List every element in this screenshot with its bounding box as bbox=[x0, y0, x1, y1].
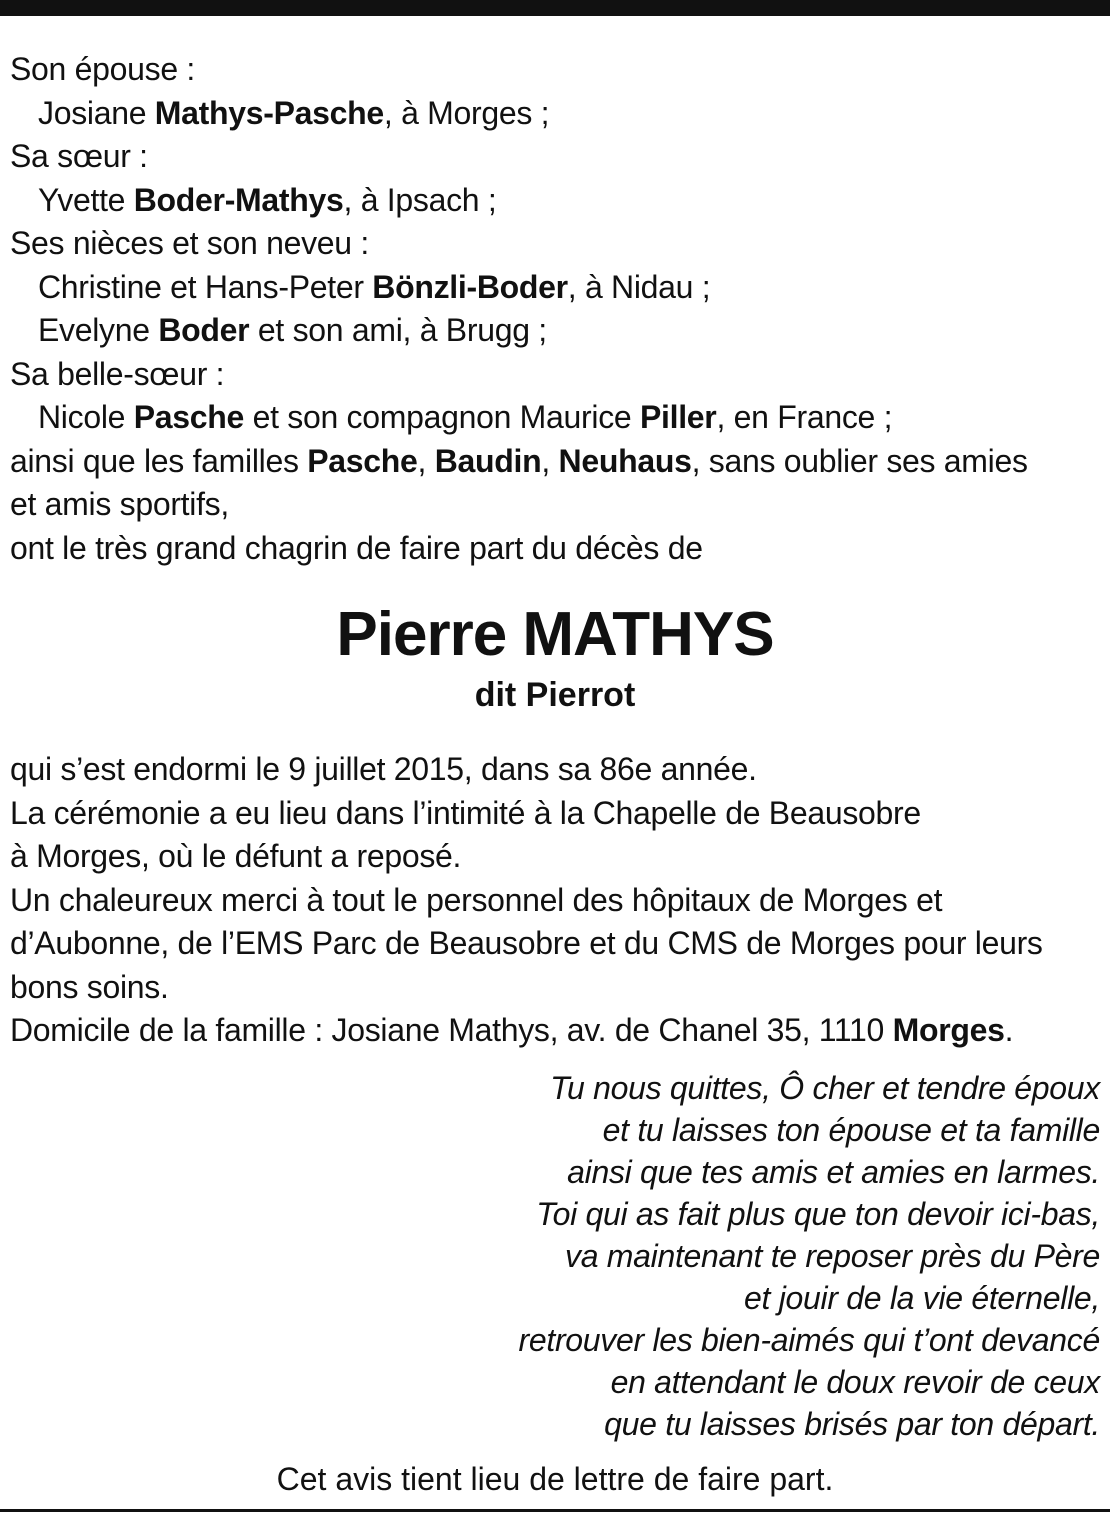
line-text: et son compagnon Maurice bbox=[244, 399, 640, 435]
family-line bbox=[10, 440, 1100, 484]
line-text: , bbox=[541, 442, 559, 479]
surname-text: Pasche bbox=[133, 399, 244, 435]
details-line bbox=[10, 792, 1100, 836]
line-text: Domicile de la famille : Josiane Mathys, av. de Chanel 35, 1110 bbox=[10, 1012, 893, 1048]
line-text: ainsi que les familles bbox=[10, 442, 308, 479]
line-text: Josiane bbox=[38, 94, 155, 131]
line-text: , à Ipsach ; bbox=[343, 181, 497, 218]
family-line bbox=[10, 309, 1100, 353]
family-line bbox=[10, 396, 1100, 440]
family-line bbox=[10, 48, 1100, 92]
line-text: Yvette bbox=[38, 181, 134, 218]
surname-text: Pasche bbox=[307, 442, 418, 479]
line-text: Un chaleureux merci à tout le personnel des hôpitaux de Morges et bbox=[10, 881, 943, 918]
obituary-notice bbox=[10, 48, 1100, 1445]
surname-text: Neuhaus bbox=[558, 442, 692, 479]
line-text: bons soins. bbox=[10, 968, 169, 1005]
surname-text: Piller bbox=[639, 399, 717, 435]
poem-line: Tu nous quittes, Ô cher et tendre époux bbox=[550, 1069, 1100, 1106]
line-text: et son ami, à Brugg ; bbox=[249, 312, 547, 348]
poem-line: que tu laisses brisés par ton départ. bbox=[604, 1405, 1100, 1442]
family-line bbox=[10, 266, 1100, 310]
line-text: et amis sportifs, bbox=[10, 486, 229, 522]
top-border-rule bbox=[0, 0, 1110, 16]
line-text: Sa belle-sœur : bbox=[10, 355, 225, 392]
family-line bbox=[10, 222, 1100, 266]
poem-line: retrouver les bien-aimés qui t’ont devancé bbox=[518, 1321, 1100, 1358]
line-text: Nicole bbox=[38, 399, 134, 435]
deceased-nickname: dit Pierrot bbox=[474, 676, 636, 714]
surname-text: Bönzli-Boder bbox=[372, 268, 568, 305]
family-line bbox=[10, 353, 1100, 397]
line-text: à Morges, où le défunt a reposé. bbox=[10, 838, 462, 874]
line-text: d’Aubonne, de l’EMS Parc de Beausobre et du CMS de Morges pour leurs bbox=[10, 925, 1043, 961]
deceased-name: Pierre MATHYS bbox=[336, 600, 774, 669]
poem-line: ainsi que tes amis et amies en larmes. bbox=[567, 1153, 1100, 1190]
poem-line: Toi qui as fait plus que ton devoir ici-bas, bbox=[536, 1195, 1100, 1232]
surname-text: Boder bbox=[158, 312, 250, 348]
deceased-block bbox=[10, 600, 1100, 718]
ceremony-details bbox=[10, 748, 1100, 1053]
line-text: ont le très grand chagrin de faire part du décès de bbox=[10, 529, 703, 566]
details-line bbox=[10, 879, 1100, 923]
line-text: qui s’est endormi le 9 juillet 2015, dans sa 86e année. bbox=[10, 751, 757, 787]
line-text: , sans oublier ses amies bbox=[691, 442, 1028, 479]
family-line bbox=[10, 179, 1100, 223]
line-text: Evelyne bbox=[38, 312, 159, 348]
details-line bbox=[10, 1009, 1100, 1053]
details-line bbox=[10, 966, 1100, 1010]
family-line bbox=[10, 92, 1100, 136]
details-line bbox=[10, 835, 1100, 879]
line-text: , à Nidau ; bbox=[567, 268, 711, 305]
line-text: , à Morges ; bbox=[383, 94, 550, 131]
line-text: , bbox=[417, 442, 435, 479]
bottom-border-rule bbox=[0, 1509, 1110, 1512]
surname-text: Boder-Mathys bbox=[133, 181, 344, 218]
line-text: . bbox=[1004, 1012, 1014, 1048]
family-line bbox=[10, 483, 1100, 527]
line-text: , en France ; bbox=[716, 399, 893, 435]
line-text: Sa sœur : bbox=[10, 138, 148, 174]
family-list bbox=[10, 48, 1100, 570]
surname-text: Mathys-Pasche bbox=[154, 94, 384, 131]
details-line bbox=[10, 748, 1100, 792]
poem-line: va maintenant te reposer près du Père bbox=[565, 1237, 1100, 1274]
line-text: La cérémonie a eu lieu dans l’intimité à la Chapelle de Beausobre bbox=[10, 794, 921, 831]
poem-line: en attendant le doux revoir de ceux bbox=[610, 1363, 1100, 1400]
line-text: Ses nièces et son neveu : bbox=[10, 225, 369, 261]
surname-text: Baudin bbox=[434, 442, 542, 479]
notice-footer: Cet avis tient lieu de lettre de faire part. bbox=[276, 1461, 834, 1497]
family-line bbox=[10, 135, 1100, 179]
details-line bbox=[10, 922, 1100, 966]
line-text: Christine et Hans-Peter bbox=[38, 268, 373, 305]
memorial-poem bbox=[10, 1067, 1100, 1445]
poem-line: et jouir de la vie éternelle, bbox=[744, 1279, 1100, 1316]
surname-text: Morges bbox=[892, 1012, 1005, 1048]
line-text: Son épouse : bbox=[10, 51, 195, 87]
family-line bbox=[10, 527, 1100, 571]
poem-line: et tu laisses ton épouse et ta famille bbox=[602, 1111, 1100, 1148]
